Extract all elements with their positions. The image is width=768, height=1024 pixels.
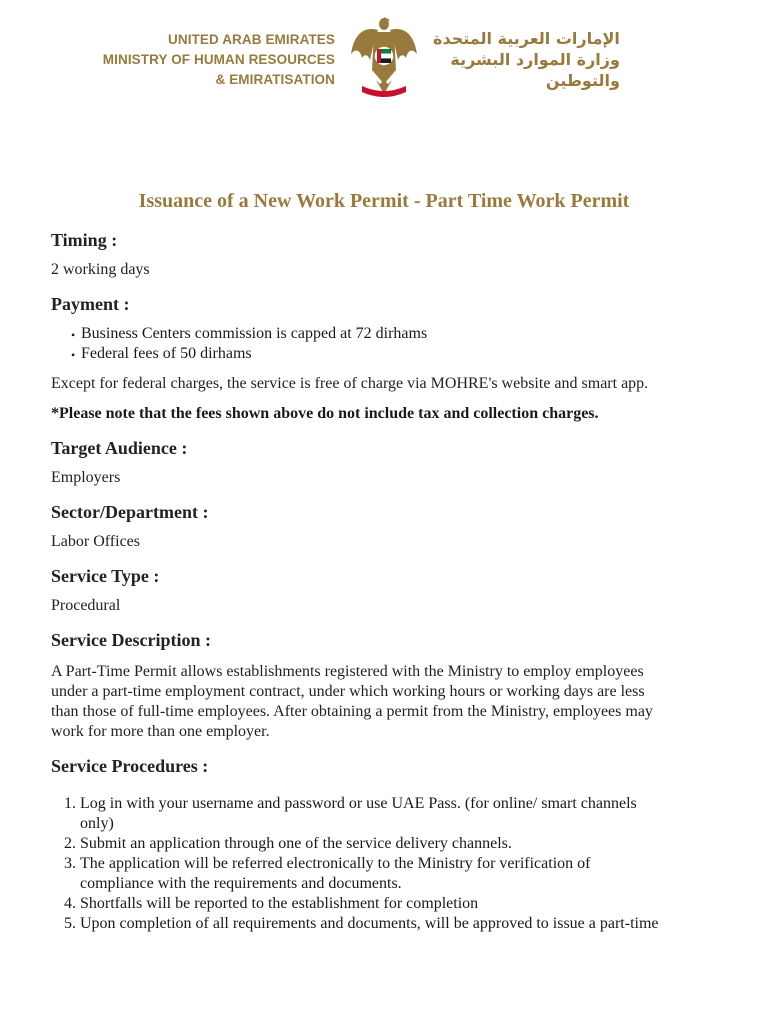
section-heading-procedures: Service Procedures : [51,756,209,776]
list-item: • Federal fees of 50 dirhams [81,344,731,364]
org-ar-line: والتوطين [545,71,620,90]
list-item: 2. Submit an application through one of the service delivery channels. [80,834,731,854]
document-title: Issuance of a New Work Permit - Part Time Work Permit [138,190,630,212]
type-value: Procedural [51,597,121,614]
list-item: 5. Upon completion of all requirements and documents, will be approved to issue a part-time [80,914,731,934]
document-body [51,226,731,934]
sector-value: Labor Offices [51,533,140,550]
list-item: 4. Shortfalls will be reported to the establishment for completion [80,894,731,914]
list-item: • Business Centers commission is capped at 72 dirhams [81,324,731,344]
ministry-name-english [103,30,335,90]
org-en-line: UNITED ARAB EMIRATES [168,32,335,47]
fee-note: *Please note that the fees shown above do not include tax and collection charges. [51,405,599,422]
section-heading-type: Service Type : [51,566,160,586]
procedures-list [51,794,731,934]
letterhead [0,0,768,110]
description-text [51,662,731,742]
section-heading-timing: Timing : [51,230,118,250]
timing-value: 2 working days [51,261,150,278]
org-en-line: MINISTRY OF HUMAN RESOURCES [102,52,335,67]
org-en-line: & EMIRATISATION [215,72,335,87]
section-heading-sector: Sector/Department : [51,502,209,522]
org-ar-line: وزارة الموارد البشرية [450,50,620,69]
text-line: A Part-Time Permit allows establishments registered with the Ministry to employ employees [51,663,644,680]
payment-list [51,324,731,364]
text-line: work for more than one employer. [51,723,270,740]
list-item: 1. Log in with your username and password or use UAE Pass. (for online/ smart channels only) [80,794,731,834]
audience-value: Employers [51,469,121,486]
text-line: than those of full-time employees. After obtaining a permit from the Ministry, employees may [51,703,653,720]
payment-text: Except for federal charges, the service is free of charge via MOHRE's website and smart app. [51,375,649,392]
ministry-name-arabic [433,28,620,91]
section-heading-payment: Payment : [51,294,130,314]
list-item: 3. The application will be referred electronically to the Ministry for verification of compliance with the requirements and documents. [80,854,731,894]
org-ar-line: الإمارات العربية المتحدة [433,29,620,48]
text-line: under a part-time employment contract, under which working hours or working days are less [51,683,645,700]
section-heading-description: Service Description : [51,630,211,650]
uae-falcon-emblem-icon [350,14,418,102]
section-heading-audience: Target Audience : [51,438,188,458]
